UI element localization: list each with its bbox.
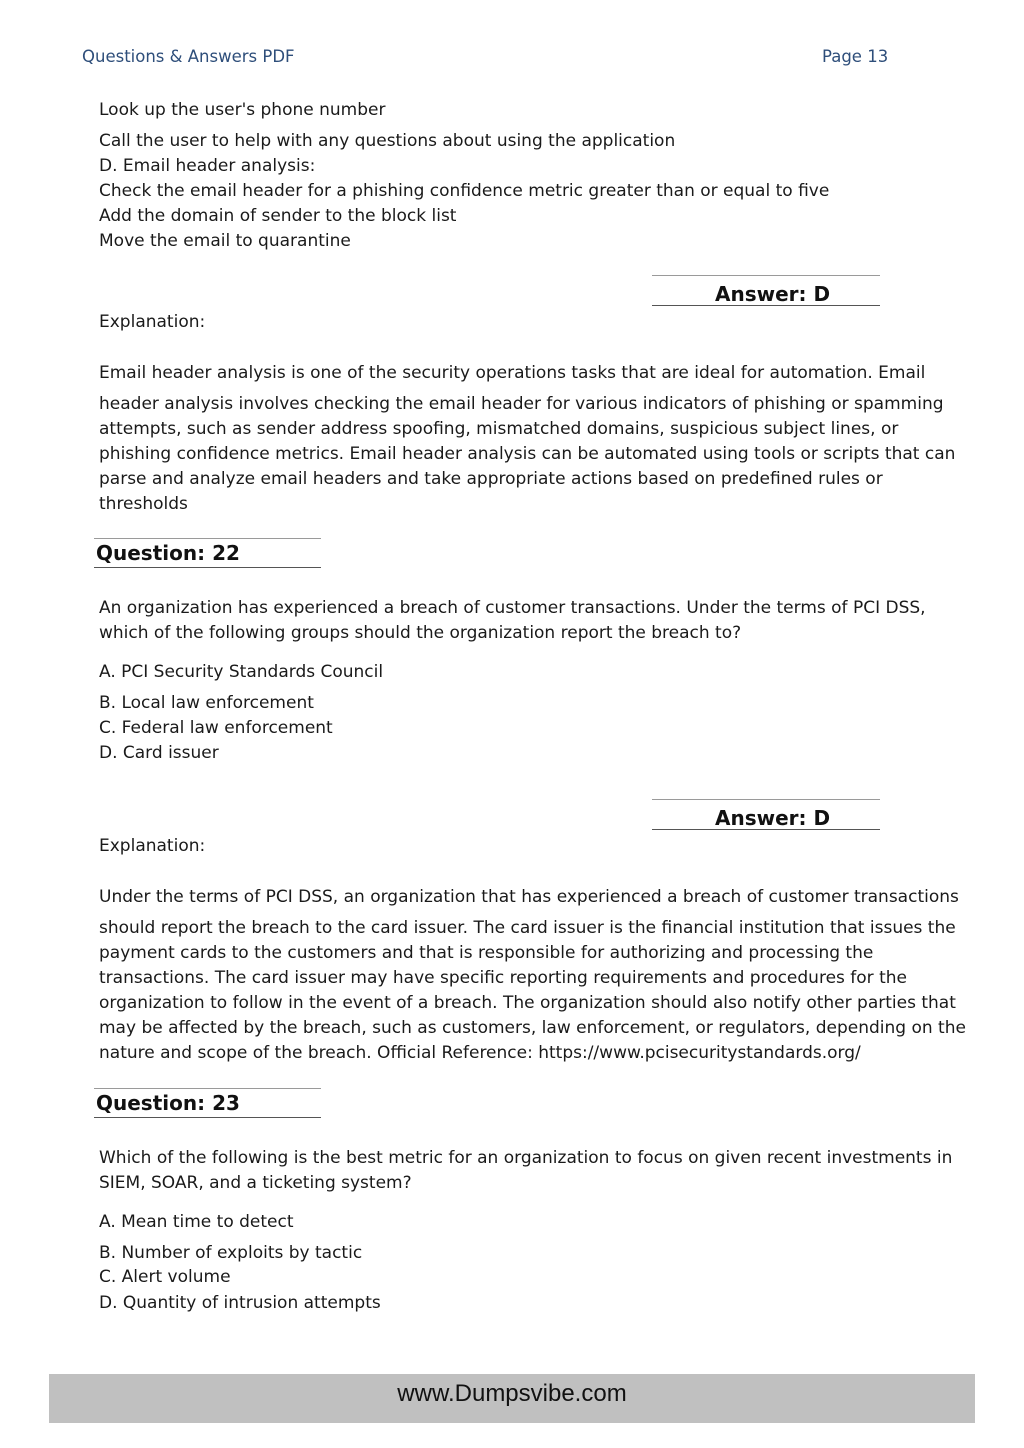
option-line: Add the domain of sender to the block list [99, 206, 457, 226]
explanation-line: should report the breach to the card issuer. The card issuer is the financial institution that issues the [99, 918, 956, 938]
explanation-line: Email header analysis is one of the security operations tasks that are ideal for automation. Email [99, 363, 926, 383]
explanation-line: transactions. The card issuer may have specific reporting requirements and procedures for the [99, 968, 907, 988]
explanation-label: Explanation: [99, 836, 206, 856]
option-b: B. Number of exploits by tactic [99, 1243, 363, 1263]
option-line: Look up the user's phone number [99, 100, 386, 120]
explanation-line: may be affected by the breach, such as customers, law enforcement, or regulators, depending on the [99, 1018, 966, 1038]
question-stem: SIEM, SOAR, and a ticketing system? [99, 1173, 412, 1193]
question-title: Question: 23 [96, 1091, 240, 1115]
explanation-line: thresholds [99, 494, 188, 514]
option-d: D. Card issuer [99, 743, 219, 763]
explanation-line: parse and analyze email headers and take appropriate actions based on predefined rules or [99, 469, 883, 489]
answer-top-rule [652, 275, 880, 276]
explanation-line: payment cards to the customers and that is responsible for authorizing and processing the [99, 943, 874, 963]
answer-top-rule [652, 799, 880, 800]
explanation-line: phishing confidence metrics. Email header analysis can be automated using tools or scripts that can [99, 444, 956, 464]
answer-label: Answer: D [715, 282, 831, 306]
option-b: B. Local law enforcement [99, 693, 314, 713]
explanation-line: Under the terms of PCI DSS, an organization that has experienced a breach of customer transactions [99, 887, 959, 907]
explanation-label: Explanation: [99, 312, 206, 332]
option-line: Check the email header for a phishing confidence metric greater than or equal to five [99, 181, 830, 201]
header-title: Questions & Answers PDF [82, 47, 295, 66]
question-stem: An organization has experienced a breach of customer transactions. Under the terms of PCI DSS, [99, 598, 926, 618]
option-a: A. PCI Security Standards Council [99, 662, 384, 682]
question-stem: which of the following groups should the organization report the breach to? [99, 623, 742, 643]
option-line: D. Email header analysis: [99, 156, 316, 176]
option-line: Call the user to help with any questions about using the application [99, 131, 676, 151]
explanation-line: nature and scope of the breach. Official Reference: https://www.pcisecuritystandards.org/ [99, 1043, 861, 1063]
question-title: Question: 22 [96, 541, 240, 565]
footer-link[interactable]: www.Dumpsvibe.com [397, 1380, 627, 1407]
question-stem: Which of the following is the best metric for an organization to focus on given recent investments in [99, 1148, 953, 1168]
explanation-line: header analysis involves checking the email header for various indicators of phishing or spamming [99, 394, 944, 414]
answer-label: Answer: D [715, 806, 831, 830]
page-number: Page 13 [822, 47, 889, 66]
option-c: C. Federal law enforcement [99, 718, 333, 738]
option-a: A. Mean time to detect [99, 1212, 294, 1232]
explanation-line: attempts, such as sender address spoofing, mismatched domains, suspicious subject lines, or [99, 419, 899, 439]
explanation-line: organization to follow in the event of a breach. The organization should also notify other parties that [99, 993, 956, 1013]
option-line: Move the email to quarantine [99, 231, 351, 251]
option-d: D. Quantity of intrusion attempts [99, 1293, 381, 1313]
option-c: C. Alert volume [99, 1267, 231, 1287]
footer-bar [49, 1374, 975, 1423]
